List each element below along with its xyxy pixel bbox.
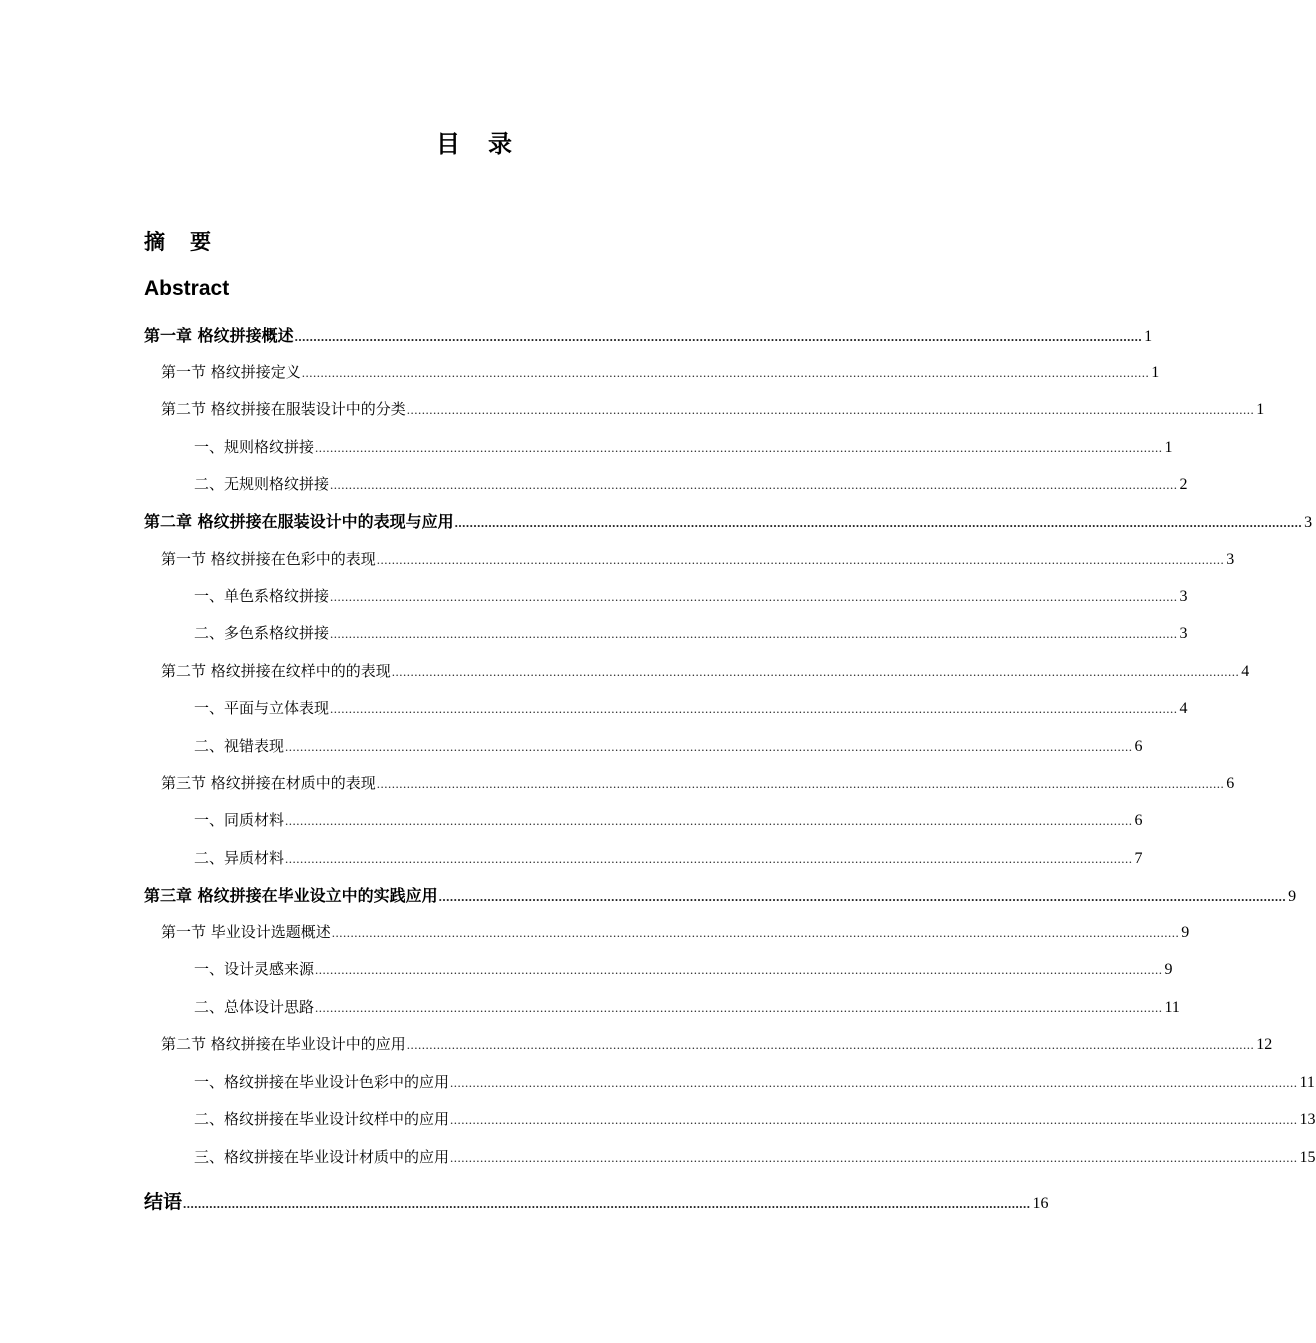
toc-entry-abstract-en[interactable]: Abstract — [144, 277, 230, 300]
toc-entry-section[interactable] — [161, 772, 1235, 793]
toc-entry-page: 6 — [1134, 812, 1143, 829]
toc-entry-title: 第二节 格纹拼接在服装设计中的分类 — [161, 400, 406, 418]
toc-entry-title: 三、格纹拼接在毕业设计材质中的应用 — [194, 1148, 450, 1166]
toc-leader-dots: .................................................................................................................................................................................................................................. — [330, 589, 1178, 604]
toc-entry-section[interactable] — [161, 361, 1160, 382]
toc-entry-title: 第三章 格纹拼接在毕业设立中的实践应用 — [144, 886, 438, 905]
toc-entry-page: 1 — [1151, 364, 1160, 381]
toc-entry-page: 9 — [1181, 924, 1190, 941]
toc-leader-dots: .................................................................................................................................................................................................................................. — [450, 1075, 1298, 1090]
toc-entry-subsection[interactable] — [194, 847, 1143, 868]
toc-entry-page: 11 — [1299, 1074, 1315, 1091]
toc-entry-section[interactable] — [161, 1033, 1273, 1054]
toc-entry-page: 9 — [1288, 888, 1297, 905]
toc-entry-page: 16 — [1032, 1195, 1049, 1212]
toc-leader-dots: .................................................................................................................................................................................................................................. — [331, 925, 1180, 940]
toc-entry-subsection[interactable] — [194, 958, 1173, 979]
toc-entry-title: 第三节 格纹拼接在材质中的表现 — [161, 774, 376, 792]
toc-leader-dots: .................................................................................................................................................................................................................................. — [285, 739, 1133, 754]
toc-entry-page: 3 — [1304, 514, 1313, 531]
toc-entry-section[interactable] — [161, 548, 1235, 569]
toc-entry-title: 一、格纹拼接在毕业设计色彩中的应用 — [194, 1073, 450, 1091]
toc-entry-title: 一、规则格纹拼接 — [194, 438, 315, 456]
toc-entry-subsection[interactable] — [194, 996, 1180, 1017]
toc-entry-page: 9 — [1164, 961, 1173, 978]
toc-entry-page: 11 — [1164, 999, 1180, 1016]
toc-entry-subsection[interactable] — [194, 1108, 1316, 1129]
toc-leader-dots: .................................................................................................................................................................................................................................. — [285, 813, 1133, 828]
toc-leader-dots: .................................................................................................................................................................................................................................. — [315, 1000, 1163, 1015]
toc-entry-title: 二、总体设计思路 — [194, 998, 315, 1016]
toc-entry-chapter[interactable] — [144, 323, 1153, 346]
toc-entry-page: 7 — [1134, 850, 1143, 867]
toc-entry-page: 1 — [1144, 328, 1153, 345]
toc-entry-title: 一、单色系格纹拼接 — [194, 587, 330, 605]
toc-entry-title: 第二节 格纹拼接在纹样中的的表现 — [161, 662, 391, 680]
toc-leader-dots: .................................................................................................................................................................................................................................. — [450, 1150, 1298, 1165]
toc-entry-abstract-zh[interactable]: 摘 要 — [144, 230, 213, 254]
toc-entry-page: 1 — [1164, 439, 1173, 456]
toc-leader-dots: .................................................................................................................................................................................................................................. — [376, 776, 1225, 791]
toc-leader-dots: .................................................................................................................................................................................................................................. — [315, 962, 1163, 977]
toc-entry-title: 二、格纹拼接在毕业设计纹样中的应用 — [194, 1110, 450, 1128]
toc-entry-title: 第二节 格纹拼接在毕业设计中的应用 — [161, 1035, 406, 1053]
toc-entry-subsection[interactable] — [194, 585, 1188, 606]
toc-entry-title: 二、多色系格纹拼接 — [194, 624, 330, 642]
toc-entry-page: 13 — [1299, 1111, 1316, 1128]
toc-entry-page: 2 — [1179, 476, 1188, 493]
toc-entry-page: 6 — [1134, 738, 1143, 755]
toc-leader-dots: .................................................................................................................................................................................................................................. — [183, 1196, 1031, 1211]
toc-entry-title: 结语 — [144, 1191, 183, 1213]
toc-entry-subsection[interactable] — [194, 1146, 1316, 1167]
toc-leader-dots: .................................................................................................................................................................................................................................. — [330, 477, 1178, 492]
page-title: 目 录 — [436, 130, 514, 158]
toc-leader-dots: .................................................................................................................................................................................................................................. — [438, 889, 1287, 904]
toc-entry-page: 12 — [1256, 1036, 1273, 1053]
toc-leader-dots: .................................................................................................................................................................................................................................. — [301, 365, 1150, 380]
toc-entry-title: 第一节 格纹拼接在色彩中的表现 — [161, 550, 376, 568]
toc-entry-title: 一、同质材料 — [194, 811, 285, 829]
toc-entry-page: 3 — [1226, 551, 1235, 568]
toc-entry-page: 15 — [1299, 1149, 1316, 1166]
toc-entry-conclusion[interactable] — [144, 1187, 1049, 1214]
toc-entry-subsection[interactable] — [194, 1071, 1315, 1092]
toc-entry-page: 3 — [1179, 625, 1188, 642]
toc-leader-dots: .................................................................................................................................................................................................................................. — [450, 1112, 1298, 1127]
toc-leader-dots: .................................................................................................................................................................................................................................. — [330, 626, 1178, 641]
toc-entry-title: 二、无规则格纹拼接 — [194, 475, 330, 493]
toc-entry-section[interactable] — [161, 921, 1190, 942]
toc-entry-title: 第一节 格纹拼接定义 — [161, 363, 301, 381]
toc-entry-title: 二、视错表现 — [194, 737, 285, 755]
toc-entry-page: 4 — [1241, 663, 1250, 680]
toc-entry-title: 第一章 格纹拼接概述 — [144, 326, 294, 345]
toc-entry-title: 第一节 毕业设计选题概述 — [161, 923, 331, 941]
toc-leader-dots: .................................................................................................................................................................................................................................. — [454, 515, 1303, 530]
toc-leader-dots: .................................................................................................................................................................................................................................. — [391, 664, 1240, 679]
toc-leader-dots: .................................................................................................................................................................................................................................. — [315, 440, 1163, 455]
toc-entry-subsection[interactable] — [194, 473, 1188, 494]
toc-entry-title: 一、平面与立体表现 — [194, 699, 330, 717]
toc-entry-page: 4 — [1179, 700, 1188, 717]
toc-entry-page: 6 — [1226, 775, 1235, 792]
toc-leader-dots: .................................................................................................................................................................................................................................. — [376, 552, 1225, 567]
toc-entry-chapter[interactable] — [144, 883, 1297, 906]
toc-entry-subsection[interactable] — [194, 697, 1188, 718]
toc-entry-title: 第二章 格纹拼接在服装设计中的表现与应用 — [144, 512, 454, 531]
toc-entry-subsection[interactable] — [194, 809, 1143, 830]
toc-entry-page: 1 — [1256, 401, 1265, 418]
toc-entry-title: 二、异质材料 — [194, 849, 285, 867]
toc-leader-dots: .................................................................................................................................................................................................................................. — [294, 329, 1143, 344]
toc-entry-subsection[interactable] — [194, 436, 1173, 457]
toc-leader-dots: .................................................................................................................................................................................................................................. — [285, 851, 1133, 866]
toc-entry-section[interactable] — [161, 660, 1250, 681]
toc-entry-subsection[interactable] — [194, 622, 1188, 643]
toc-leader-dots: .................................................................................................................................................................................................................................. — [406, 1037, 1255, 1052]
toc-entry-title: 一、设计灵感来源 — [194, 960, 315, 978]
toc-entry-subsection[interactable] — [194, 735, 1143, 756]
toc-entry-chapter[interactable] — [144, 509, 1313, 532]
toc-entry-section[interactable] — [161, 398, 1265, 419]
toc-entry-page: 3 — [1179, 588, 1188, 605]
toc-leader-dots: .................................................................................................................................................................................................................................. — [330, 701, 1178, 716]
toc-leader-dots: .................................................................................................................................................................................................................................. — [406, 402, 1255, 417]
